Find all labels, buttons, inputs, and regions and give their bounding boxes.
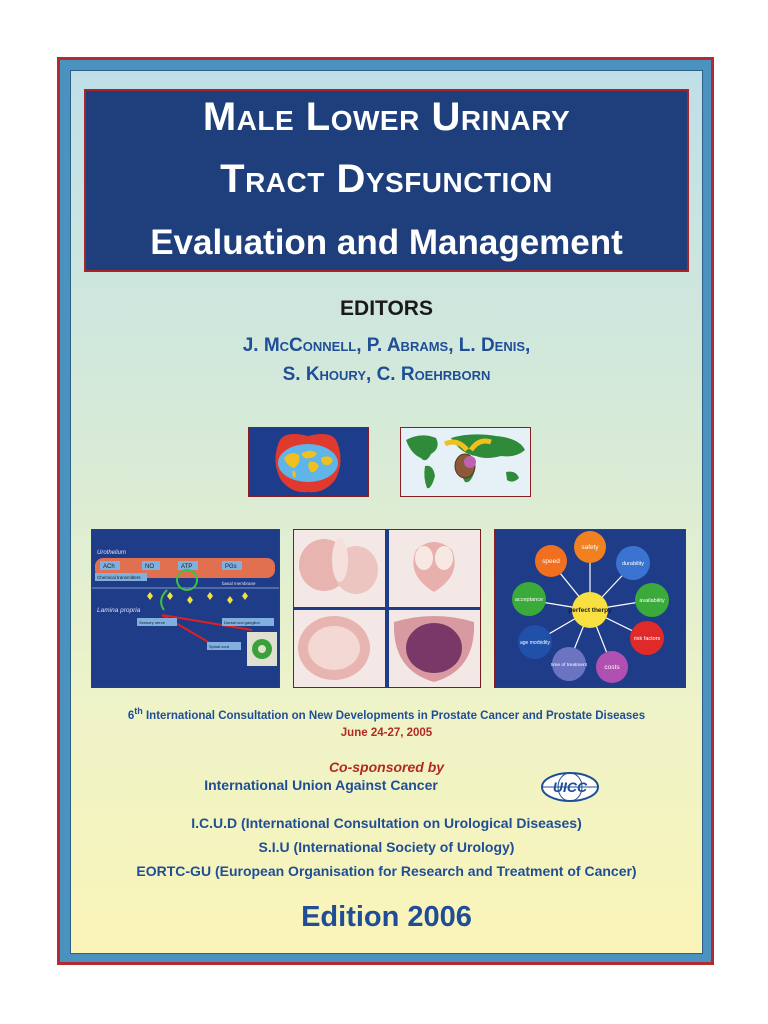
node-center: perfect therpy [568, 607, 612, 614]
cover-frame [57, 57, 714, 965]
therapy-wheel-illustration [495, 530, 685, 687]
bladder-world-icon [249, 428, 368, 496]
basal-label: basal membrane [222, 581, 256, 586]
node-age-morbidity: age morbidity [519, 640, 551, 646]
anatomy-panels [293, 529, 481, 688]
title-line2: Tract Dysfunction [220, 157, 553, 201]
sensory-label: Sensory nerve [139, 620, 165, 625]
anatomy-illustration [294, 530, 480, 687]
lamina-label: Lamina propria [97, 607, 141, 614]
conference-ordinal-suffix: th [134, 706, 143, 716]
chip-ach: ACh [103, 564, 115, 570]
chip-atp: ATP [181, 564, 193, 570]
urothelium-diagram [91, 529, 280, 688]
org-icud: I.C.U.D (International Consultation on Urological Diseases) [191, 815, 582, 831]
node-acceptance: acceptance [514, 597, 544, 603]
urothelium-illustration [92, 530, 279, 687]
urothelium-label: Urothelium [97, 550, 127, 556]
node-costs: costs [604, 664, 620, 671]
editors-names-line2: S. Khoury, C. Roehrborn [282, 364, 491, 385]
world-prostate-logo [400, 427, 531, 497]
uicc-logo-text: UICC [552, 779, 588, 795]
node-availability: availability [639, 598, 665, 604]
node-risk-factors: risk factors [633, 636, 661, 642]
edition-label: Edition 2006 [301, 901, 472, 933]
node-speed: speed [542, 558, 560, 565]
chip-no: NO [145, 564, 154, 570]
node-time-of-treatment: time of treatment [551, 663, 587, 668]
uicc-logo [539, 771, 601, 803]
conference-date: June 24-27, 2005 [340, 727, 433, 739]
perfect-therapy-diagram [494, 529, 686, 688]
conference-text: International Consultation on New Developments in Prostate Cancer and Prostate Diseases [142, 709, 646, 722]
chip-pgs: PGs [225, 564, 237, 570]
cord-label: Spinal cord [209, 644, 230, 649]
org-siu: S.I.U (International Society of Urology) [258, 839, 515, 855]
editors-heading: EDITORS [340, 297, 433, 320]
node-durability: durability [621, 561, 645, 567]
ganglion-label: Dorsal root ganglion [224, 620, 260, 625]
cosponsored-label: Co-sponsored by [328, 759, 445, 775]
world-map-icon [401, 428, 530, 496]
cover-panel [70, 70, 703, 954]
conference-ordinal: 6 [127, 709, 135, 722]
title-line1: Male Lower Urinary [202, 95, 571, 139]
iuac-label: International Union Against Cancer [204, 777, 438, 793]
conference-line [71, 706, 702, 722]
bladder-world-logo [248, 427, 369, 497]
uicc-globe-icon [539, 771, 601, 803]
title-box [84, 89, 689, 272]
editors-names-line1: J. McConnell, P. Abrams, L. Denis, [242, 335, 531, 356]
node-safety: safety [581, 544, 599, 551]
title-line3: Evaluation and Management [150, 223, 623, 262]
org-eortc: EORTC-GU (European Organisation for Research and Treatment of Cancer) [136, 863, 637, 879]
chemical-label: Chemical transmitters [97, 575, 141, 580]
